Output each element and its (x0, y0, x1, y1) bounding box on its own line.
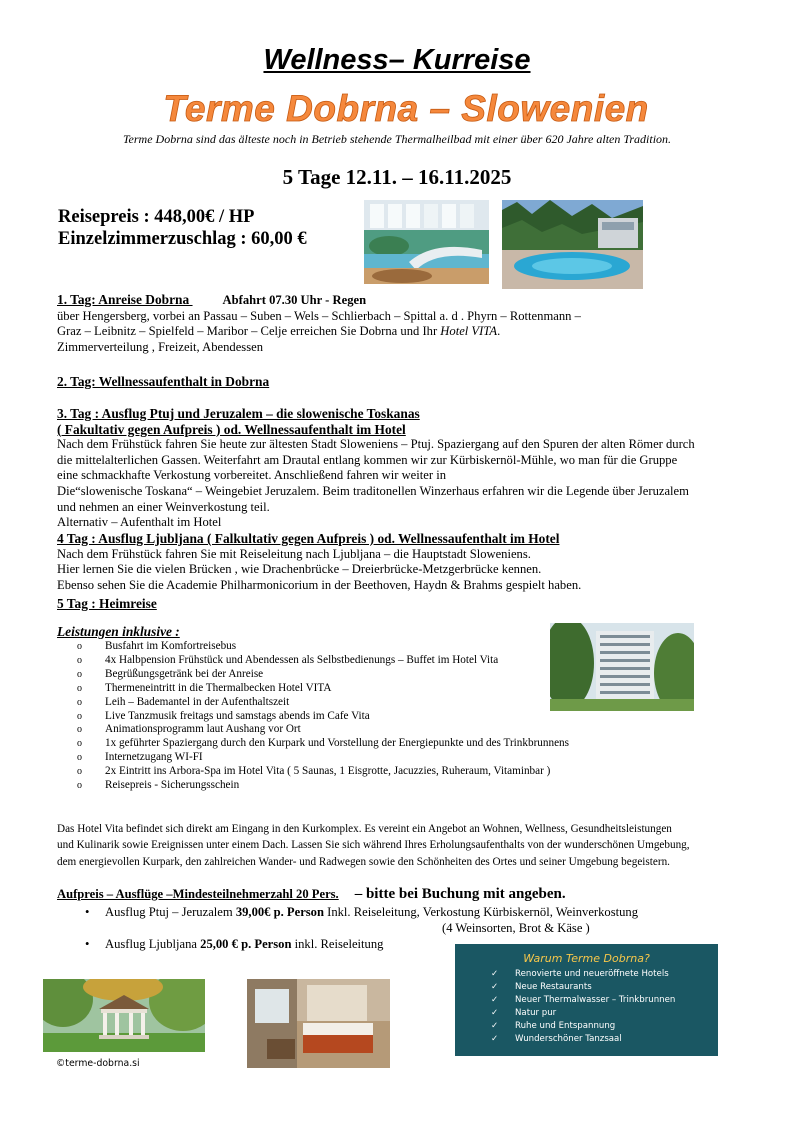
ptuj-price: 39,00€ p. Person (235, 905, 324, 919)
description-line: dem energievollen Kurpark, den zahlreichen Wander- und Radwegen sowie den Schönheiten des Ortes und seiner Umgebung begeistern. (57, 855, 670, 868)
check-icon: ✓ (491, 994, 499, 1005)
outdoor-pool-photo (502, 200, 643, 289)
day3-text-line: Nach dem Frühstück fahren Sie heute zur ältesten Stadt Sloweniens – Ptuj. Spaziergang auf den Spuren der alten Römer durch (57, 437, 695, 452)
hotel-description (57, 821, 767, 870)
day4-section (57, 531, 757, 593)
excursions-note: – bitte bei Buchung mit angeben. (354, 886, 566, 902)
excursions-section (57, 885, 757, 903)
check-icon: ✓ (491, 1033, 499, 1044)
description-line: und Kulinarik sowie Ereignissen unter einem Dach. Lassen Sie sich während Ihres Erholungsaufenthalts von der wunderschönen Umgebung, (57, 839, 690, 852)
ljubljana-price: 25,00 € p. Person (200, 937, 292, 951)
day3-text-line: die mittelalterlichen Gassen. Weiterfahrt am Drautal entlang kommen wir zur Kürbiskernöl-Mühle, wo man für die Gruppe (57, 452, 678, 467)
day3-heading: 3. Tag : Ausflug Ptuj und Jeruzalem – die slowenische Toskanas (57, 406, 420, 421)
day4-heading: 4 Tag : Ausflug Ljubljana ( Falkultativ gegen Aufpreis ) od. Wellnessaufenthalt im Hotel (57, 531, 560, 546)
why-item: ✓ Ruhe und Entspannung (491, 1020, 616, 1031)
day1-route: über Hengersberg, vorbei an Passau – Suben – Wels – Schlierbach – Spittal a. d . Phyrn – Rottenmann – (57, 308, 581, 323)
day1-arrival: Graz – Leibnitz – Spielfeld – Maribor – Celje erreichen Sie Dobrna und Ihr Hotel VITA. (57, 324, 501, 339)
day3-text-line: Alternativ – Aufenthalt im Hotel (57, 515, 222, 530)
trip-price: Reisepreis : 448,00€ / HP (58, 207, 255, 227)
single-room-surcharge: Einzelzimmerzuschlag : 60,00 € (58, 229, 307, 249)
why-item: ✓ Wunderschöner Tanzsaal (491, 1033, 622, 1044)
hotel-name: Hotel VITA (440, 324, 498, 339)
list-item: o Reisepreis - Sicherungsschein (77, 779, 240, 792)
list-item: o 4x Halbpension Frühstück und Abendessen als Selbstbedienungs – Buffet im Hotel Vita (77, 653, 499, 666)
check-icon: ✓ (491, 1020, 499, 1031)
list-item: o Begrüßungsgetränk bei der Anreise (77, 667, 264, 680)
why-item: ✓ Neuer Thermalwasser – Trinkbrunnen (491, 994, 676, 1005)
ptuj-details: (4 Weinsorten, Brot & Käse ) (442, 920, 590, 935)
check-icon: ✓ (491, 1007, 499, 1018)
excursion-ljubljana: • Ausflug Ljubljana 25,00 € p. Person inkl. Reiseleitung (85, 937, 384, 951)
excursion-ptuj: • Ausflug Ptuj – Jeruzalem 39,00€ p. Person Inkl. Reiseleitung, Verkostung Kürbiskernöl, Weinverkostung (4 Weinsorten, Brot & Käse ) (85, 905, 765, 936)
day4-text-line: Hier lernen Sie die vielen Brücken , wie Drachenbrücke – Dreierbrücke-Metzgerbrücke kennen. (57, 562, 542, 577)
description-line: Das Hotel Vita befindet sich direkt am Eingang in den Kurkomplex. Es vereint ein Angebot an Wohnen, Wellness, Gesundheitsleistungen (57, 823, 672, 835)
hotel-room-photo (247, 979, 390, 1068)
why-item: ✓ Neue Restaurants (491, 981, 592, 992)
day3-text-line: und nehmen an einer Weinverkostung teil. (57, 499, 270, 514)
check-icon: ✓ (491, 969, 499, 979)
list-item: o 2x Eintritt ins Arbora-Spa im Hotel Vita ( 5 Saunas, 1 Eisgrotte, Jacuzzies, Ruheraum, Vitaminbar ) (77, 765, 551, 778)
services-heading: Leistungen inklusive : (57, 624, 180, 639)
list-item: o Animationsprogramm laut Aushang vor Ort (77, 723, 301, 736)
why-box-title: Warum Terme Dobrna? (523, 952, 650, 965)
day2-section (57, 373, 747, 391)
day1-program: Zimmerverteilung , Freizeit, Abendessen (57, 339, 263, 354)
list-item: o Leih – Bademantel in der Aufenthaltszeit (77, 695, 290, 708)
list-item: o Internetzugang WI-FI (77, 751, 203, 764)
why-terme-dobrna-box (455, 944, 718, 1056)
subtitle: Terme Dobrna sind das älteste noch in Betrieb stehende Thermalheilbad mit einer über 620 Jahre alten Tradition. (122, 132, 672, 146)
day5-heading: 5 Tag : Heimreise (57, 596, 157, 611)
pavilion-photo (43, 979, 205, 1052)
day4-text-line: Nach dem Frühstück fahren Sie mit Reiseleitung nach Ljubljana – die Hauptstadt Sloweniens. (57, 546, 531, 561)
list-item: o Thermeneintritt in die Thermalbecken Hotel VITA (77, 681, 332, 694)
day3-section (57, 406, 747, 531)
why-item: ✓ Renovierte und neueröffnete Hotels (491, 969, 669, 979)
day2-heading: 2. Tag: Wellnessaufenthalt in Dobrna (57, 374, 270, 389)
day3-text-line: eine schmackhafte Verkostung vorbereitet. Anschließend fahren wir weiter in (57, 468, 446, 483)
copyright-credit: ©terme-dobrna.si (56, 1058, 140, 1069)
services-list (77, 640, 569, 793)
check-icon: ✓ (491, 981, 499, 992)
excursions-heading: Aufpreis – Ausflüge –Mindesteilnehmerzahl 20 Pers. (57, 887, 339, 901)
list-item: o Busfahrt im Komfortreisebus (77, 640, 237, 652)
page-title: Wellness– Kurreise (263, 44, 531, 76)
hotel-building-photo (550, 623, 694, 711)
trip-dates: 5 Tage 12.11. – 16.11.2025 (282, 165, 512, 189)
day4-text-line: Ebenso sehen Sie die Academie Philharmonicorium in der Beethoven, Haydn & Brahms gespielt haben. (57, 577, 582, 592)
day5-section (57, 595, 747, 613)
day3-text-line: Die“slowenische Toskana“ – Weingebiet Jeruzalem. Beim traditonellen Winzerhaus erfahren wir die Legende über Jeruzalem (57, 483, 689, 498)
destination-title: Terme Dobrna – Slowenien (163, 88, 649, 129)
day1-departure: Abfahrt 07.30 Uhr - Regen (222, 293, 367, 307)
why-item: ✓ Natur pur (491, 1007, 557, 1018)
indoor-pool-photo (364, 200, 489, 284)
list-item: o Live Tanzmusik freitags und samstags abends im Cafe Vita (77, 709, 370, 722)
day1-heading: 1. Tag: Anreise Dobrna (57, 292, 193, 307)
price-block (58, 206, 307, 250)
day3-option: ( Fakultativ gegen Aufpreis ) od. Wellnessaufenthalt im Hotel (57, 421, 406, 437)
list-item: o 1x geführter Spaziergang durch den Kurpark und Vorstellung der Energiepunkte und des Trinkbrunnens (77, 737, 569, 750)
day1-section (57, 292, 747, 355)
